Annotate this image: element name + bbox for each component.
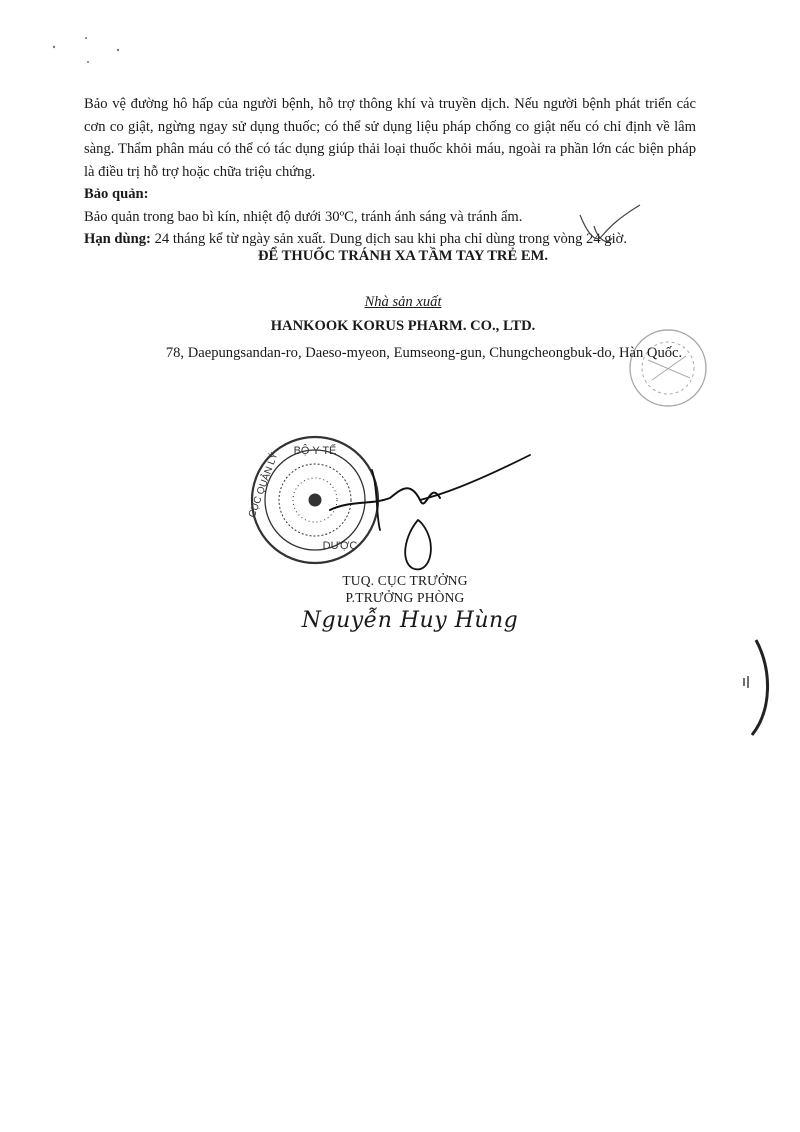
expiry-text: 24 tháng kể từ ngày sản xuất. Dung dịch sau khi pha chỉ dùng trong vòng 24 giờ. [150, 231, 627, 247]
manufacturer-address: 78, Daepungsandan-ro, Daeso-myeon, Eumseong-gun, Chungcheongbuk-do, Hàn Quốc. [165, 345, 683, 361]
partial-stamp-right [630, 330, 706, 406]
expiry-label: Hạn dùng: [84, 231, 151, 247]
initial-mark [580, 205, 640, 242]
storage-heading: Bảo quản: [84, 186, 149, 202]
storage-text: Bảo quản trong bao bì kín, nhiệt độ dưới 30ºC, tránh ánh sáng và tránh ẩm. [84, 208, 523, 225]
signature-title-line1: TUQ. CỤC TRƯỞNG [342, 573, 468, 588]
signatory-name: Nguyễn Huy Hùng [301, 608, 519, 633]
child-warning: ĐỂ THUỐC TRÁNH XA TẦM TAY TRẺ EM. [257, 248, 549, 264]
handwritten-signature [330, 455, 530, 569]
stamp-bottom-text: DƯỢC [322, 540, 358, 552]
page-edge-mark [752, 640, 768, 735]
signature-title-line2: P.TRƯỞNG PHÒNG [345, 590, 465, 605]
scan-specks [53, 37, 119, 63]
manufacturer-name: HANKOOK KORUS PHARM. CO., LTD. [270, 318, 536, 334]
stamp-top-text: BỘ Y TẾ [293, 445, 337, 457]
treatment-paragraph: Bảo vệ đường hô hấp của người bệnh, hỗ trợ thông khí và truyền dịch. Nếu người bệnh phát triển các cơn co giật, ngừng ngay sử dụng thuốc; có thể sử dụng liệu pháp chống co giật nếu có chỉ định về lâm sàng. Thẩm phân máu có thể có tác dụng giúp thải loại thuốc khỏi máu, ngoài ra phần lớn các biện pháp là điều trị hỗ trợ hoặc chữa triệu chứng. [84, 96, 696, 180]
stamp-left-text: CỤC QUẢN LÝ [246, 451, 281, 520]
manufacturer-label: Nhà sản xuất [364, 294, 442, 310]
